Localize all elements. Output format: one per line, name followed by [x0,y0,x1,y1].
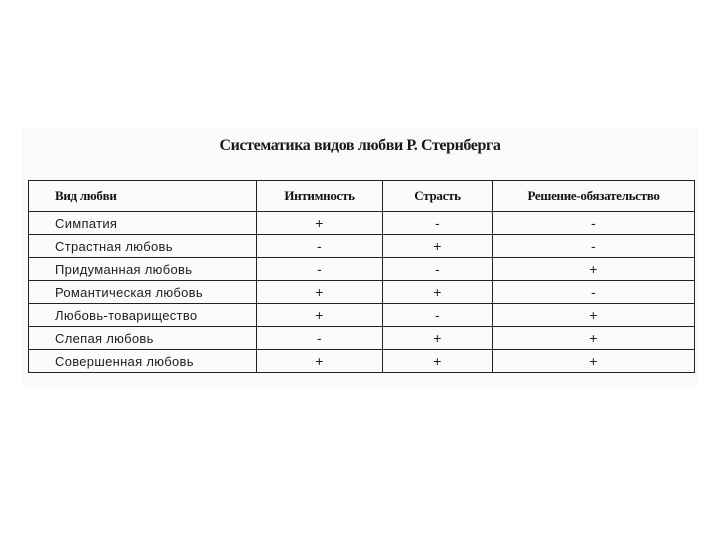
love-type-cell: Слепая любовь [29,327,257,350]
intimacy-cell: - [257,235,383,258]
table-row [29,327,695,350]
table-title: Систематика видов любви Р. Стернберга [219,137,501,154]
intimacy-cell: - [257,327,383,350]
intimacy-cell: + [257,212,383,235]
intimacy-cell: - [257,258,383,281]
commitment-cell: - [493,235,695,258]
passion-cell: + [383,281,493,304]
love-type-cell: Придуманная любовь [29,258,257,281]
header-intimacy: Интимность [257,181,383,212]
commitment-cell: - [493,212,695,235]
passion-cell: + [383,235,493,258]
passion-cell: - [383,304,493,327]
table-row [29,281,695,304]
passion-cell: - [383,258,493,281]
commitment-cell: - [493,281,695,304]
commitment-cell: + [493,304,695,327]
love-type-cell: Страстная любовь [29,235,257,258]
love-type-cell: Совершенная любовь [29,350,257,373]
commitment-cell: + [493,350,695,373]
intimacy-cell: + [257,281,383,304]
intimacy-cell: + [257,304,383,327]
love-type-cell: Любовь-товарищество [29,304,257,327]
header-commitment: Решение-обязательство [493,181,695,212]
commitment-cell: + [493,327,695,350]
table-row [29,235,695,258]
table-row [29,350,695,373]
header-passion: Страсть [383,181,493,212]
table-row [29,304,695,327]
love-types-table [28,180,695,373]
table-row [29,212,695,235]
header-love-type: Вид любви [29,181,257,212]
love-type-cell: Симпатия [29,212,257,235]
intimacy-cell: + [257,350,383,373]
table-row [29,258,695,281]
passion-cell: - [383,212,493,235]
passion-cell: + [383,350,493,373]
commitment-cell: + [493,258,695,281]
love-type-cell: Романтическая любовь [29,281,257,304]
passion-cell: + [383,327,493,350]
header-row [29,181,695,212]
